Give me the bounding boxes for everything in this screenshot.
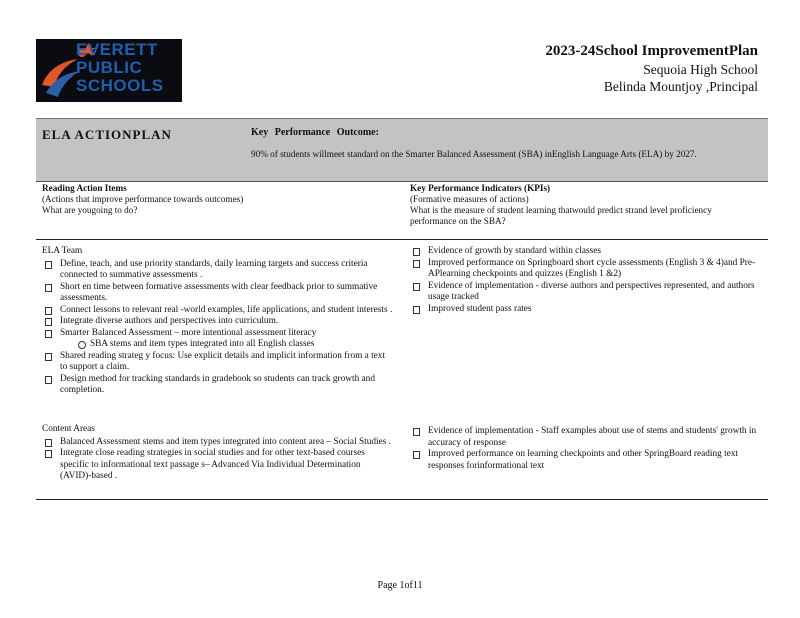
left-column-heading [42,183,392,216]
action-item: Shared reading strateg y focus: Use explicit details and implicit information from a text to support a claim. [42,351,394,374]
principal-name: Belinda Mountjoy ,Principal [603,79,758,94]
action-plan-title: ELA ACTIONPLAN [42,127,172,142]
kpi-item: Improved student pass rates [410,304,758,316]
right-heading-sub1: (Formative measures of actions) [410,194,529,204]
divider-heading [36,239,768,240]
logo-line-3: SCHOOLS [76,76,164,95]
kpo-label: Key Performance Outcome: [251,127,379,138]
logo-line-1: EVERETT [76,40,158,59]
kpi-item: Evidence of implementation - Staff examples about use of stems and students' growth in accuracy of response [410,426,758,449]
section-heading: Content Areas [42,424,95,434]
content-areas-kpis [410,426,758,472]
plan-title: 2023-24School ImprovementPlan [545,43,758,59]
district-logo [36,39,182,102]
action-item: Balanced Assessment stems and item types integrated into content area – Social Studies . [42,437,394,449]
page-number: Page 1of11 [377,580,423,591]
kpi-item: Improved performance on learning checkpoints and other SpringBoard reading text responses forinformational text [410,449,758,472]
action-item: Design method for tracking standards in gradebook so students can track growth and completion. [42,374,394,397]
action-item: Smarter Balanced Assessment – more intentional assessment literacy [42,328,394,340]
action-sub-item: SBA stems and item types integrated into all English classes [76,339,394,351]
action-item: Define, teach, and use priority standards, daily learning targets and success criteria connected to summative assessments . [42,259,394,282]
ela-team-kpis [410,246,758,315]
kpi-item: Evidence of implementation - diverse authors and perspectives represented, and authors usage tracked [410,281,758,304]
school-name: Sequoia High School [643,62,758,77]
section-heading: ELA Team [42,246,83,256]
kpo-outcome: 90% of students willmeet standard on the Smarter Balanced Assessment (SBA) inEnglish Language Arts (ELA) by 2027. [251,149,697,159]
kpi-item: Evidence of growth by standard within classes [410,246,758,258]
action-item: Short en time between formative assessments with clear feedback prior to summative assessments. [42,282,394,305]
kpi-item: Improved performance on Springboard short cycle assessments (English 3 & 4)and Pre-APlearning checkpoints and quizzes (English 1 &2) [410,258,758,281]
divider-bottom [36,499,768,500]
right-heading-sub2: What is the measure of student learning thatwould predict strand level proficiency performance on the SBA? [410,205,712,226]
right-heading-title: Key Performance Indicators (KPIs) [410,183,551,193]
action-item: Integrate close reading strategies in social studies and for other text-based courses specific to informational text passage s– Advanced Via Individual Determination (AVID)-based . [42,448,394,483]
action-item: Connect lessons to relevant real -world examples, life applications, and student interests . [42,305,394,317]
action-item: Integrate diverse authors and perspectives into curriculum. [42,316,394,328]
right-column-heading [410,183,760,227]
left-heading-title: Reading Action Items [42,183,127,193]
action-plan-banner [36,118,768,182]
left-heading-sub2: What are yougoing to do? [42,205,138,215]
ela-team-actions [42,246,394,397]
logo-line-2: PUBLIC [76,58,143,77]
content-areas-actions [42,424,394,483]
left-heading-sub1: (Actions that improve performance towards outcomes) [42,194,244,204]
